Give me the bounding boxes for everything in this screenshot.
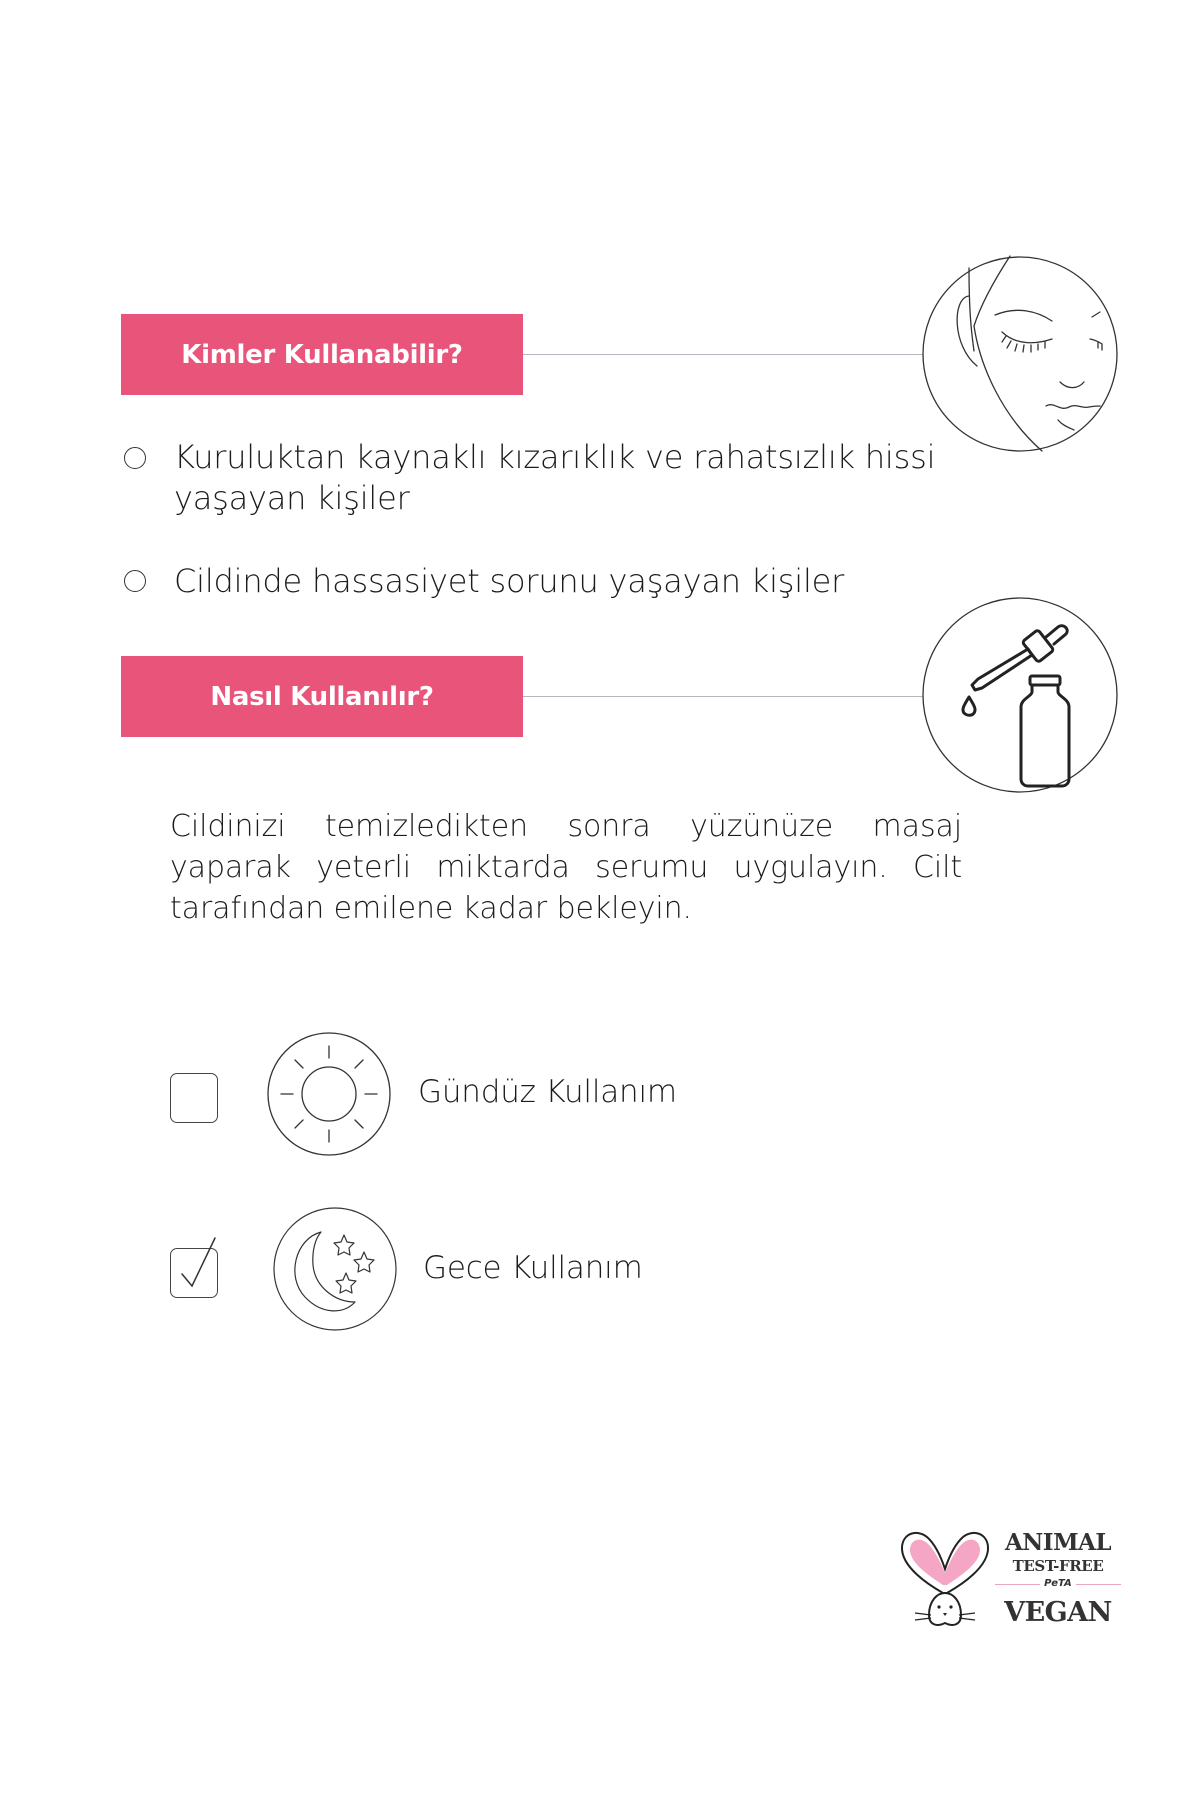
- bullet-icon: [124, 570, 146, 592]
- peta-vegan-badge: [899, 1527, 1121, 1633]
- section-title: Kimler Kullanabilir?: [181, 339, 463, 370]
- list-item-line: Cildinde hassasiyet sorunu yaşayan kişiler: [174, 562, 845, 600]
- list-item-line: Kuruluktan kaynaklı kızarıklık ve rahatsızlık hissi: [174, 438, 936, 476]
- section-header-how-to-use: [121, 656, 523, 737]
- bullet-icon: [124, 447, 146, 469]
- how-to-use-text: Cildinizi temizledikten sonra yüzünüze masaj yaparak yeterli miktarda serumu uygulayın. Cilt tarafından emilene kadar bekleyin.: [170, 809, 962, 926]
- moon-stars-icon: [273, 1207, 397, 1331]
- checkmark-icon: [170, 1230, 230, 1300]
- badge-org: PeTA: [1040, 1577, 1076, 1591]
- day-use-checkbox[interactable]: [170, 1073, 218, 1123]
- badge-line-test-free: TEST-FREE: [1012, 1557, 1104, 1575]
- divider-line: [523, 696, 923, 697]
- dropper-bottle-icon: [922, 597, 1118, 793]
- face-headband-icon: [922, 256, 1118, 452]
- sun-icon: [267, 1032, 391, 1156]
- night-use-label: Gece Kullanım: [423, 1250, 643, 1286]
- list-item: [174, 561, 954, 602]
- section-title: Nasıl Kullanılır?: [210, 681, 434, 712]
- section-header-who-can-use: [121, 314, 523, 395]
- divider-line: [523, 354, 923, 355]
- list-item-line: yaşayan kişiler: [174, 479, 410, 517]
- list-item: [174, 437, 954, 519]
- badge-line-vegan: VEGAN: [1004, 1597, 1112, 1628]
- badge-line-animal: ANIMAL: [1004, 1529, 1112, 1556]
- bunny-ears-icon: [899, 1527, 991, 1633]
- day-use-label: Gündüz Kullanım: [418, 1074, 677, 1110]
